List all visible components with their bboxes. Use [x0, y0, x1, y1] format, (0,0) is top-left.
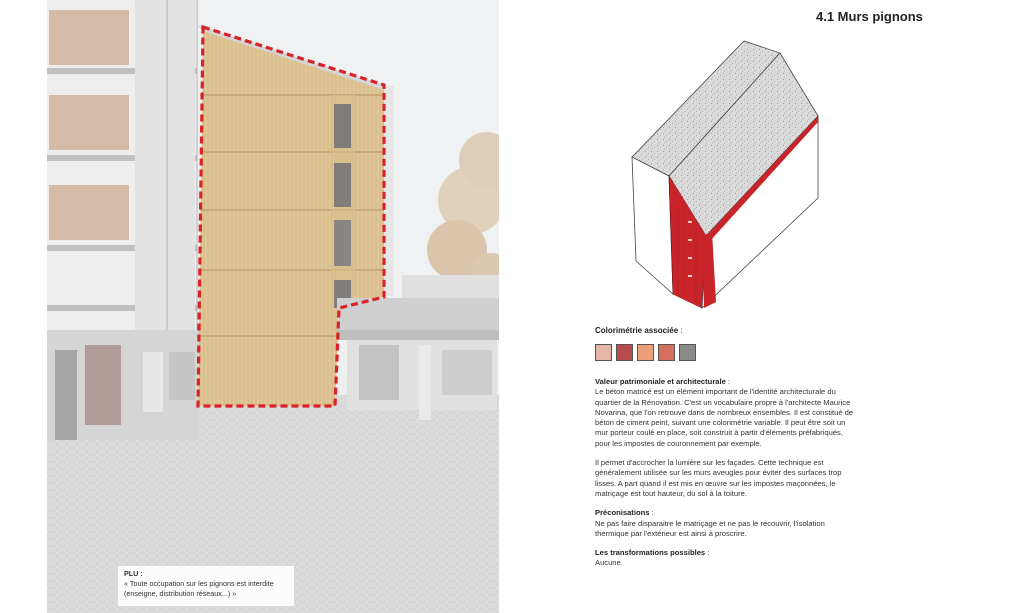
- color-swatch-2: [616, 344, 633, 361]
- section-title: 4.1 Murs pignons: [816, 9, 923, 24]
- valeur-title: Valeur patrimoniale et architecturale: [595, 377, 726, 386]
- axonometric-diagram: [620, 36, 825, 311]
- color-swatch-1: [595, 344, 612, 361]
- color-swatch-3: [637, 344, 654, 361]
- transformations-text: Aucune.: [595, 558, 623, 568]
- plu-title: PLU :: [124, 569, 143, 578]
- plu-text: « Toute occupation sur les pignons est interdite (enseigne, distribution réseaux...) »: [124, 579, 274, 598]
- palette-title: Colorimétrie associée :: [595, 326, 683, 335]
- color-palette: [595, 344, 696, 361]
- color-swatch-5: [679, 344, 696, 361]
- valeur-paragraph-1: Le béton matricé est un élément important de l'identité architecturale du quartier de la Rénovation. C'est un vocabulaire propre à l'architecte Maurice Novarina, que l'on retrouve dans de nombreux ensembles. Il est constitué de béton de ciment peint, suivant une colorimétrie variable. Il peut être soit un mur porteur coulé en place, soit construit à partir d'éléments préfabriqués, pour les impostes de couronnement par exemple.: [595, 387, 854, 448]
- preconisations-title: Préconisations: [595, 508, 650, 518]
- preconisations-text: Ne pas faire disparaitre le matriçage et ne pas le recouvrir, l'isolation thermique par l'extérieur est ainsi à proscrire.: [595, 518, 825, 538]
- photo-illustration: [47, 0, 499, 613]
- building-photo: [47, 0, 499, 613]
- valeur-paragraph-2: Il permet d'accrocher la lumière sur les façades. Cette technique est généralement utilisée sur les murs aveugles pour éviter des surfaces trop lisses. A part quand il est mis en œuvre sur les impostes maçonnées, le matriçage est tout hauteur, du sol à la toiture.: [595, 458, 842, 498]
- color-swatch-4: [658, 344, 675, 361]
- text-column: Valeur patrimoniale et architecturale : Le béton matricé est un élément important de l'identité architecturale du quartier de la Rénovation. C'est un vocabulaire propre à l'architecte Maurice Novarina, que l'on retrouve dans de nombreux ensembles. Il est constitué de béton de ciment peint, suivant une colorimétrie variable. Il peut être soit un mur porteur coulé en place, soit construit à partir d'éléments préfabriqués, pour les impostes de couronnement par exemple. Il permet d'accrocher la lumière sur les façades. Cette technique est généralement utilisée sur les murs aveugles pour éviter des surfaces trop lisses. A part quand il est mis en œuvre sur les impostes maçonnées, le matriçage est tout hauteur, du sol à la toiture. Préconisations : Ne pas faire disparaitre le matriçage et ne pas le recouvrir, l'isolation thermique par l'extérieur est ainsi à proscrire. Les transformations possibles : Aucune.: [595, 377, 857, 569]
- transformations-title: Les transformations possibles: [595, 548, 706, 558]
- plu-note: [117, 565, 295, 607]
